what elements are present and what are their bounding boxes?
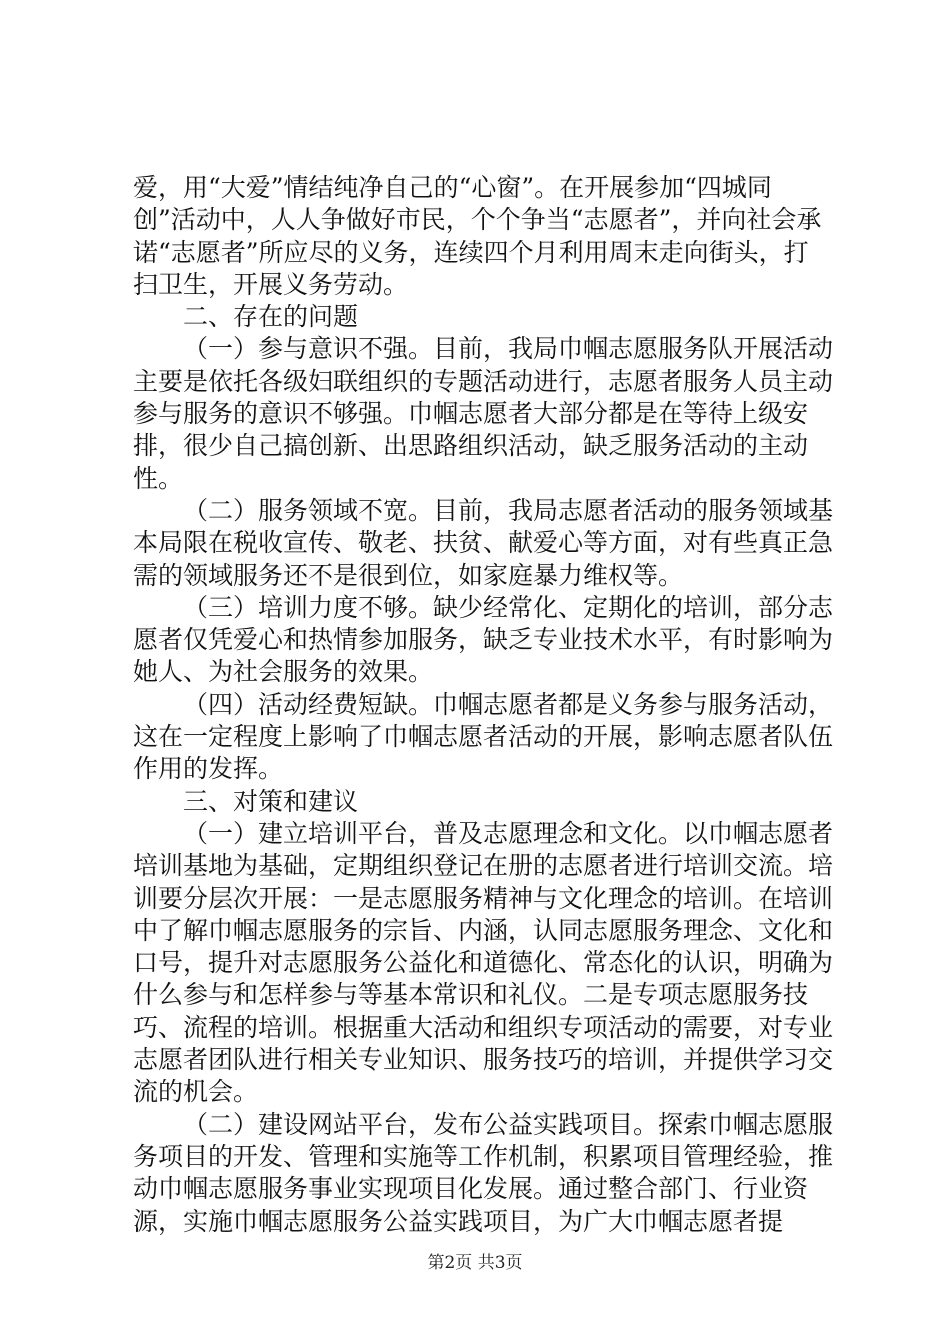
document-body [133, 172, 833, 1238]
page-footer [0, 1248, 950, 1273]
page-number: 第2页 共3页 [427, 1253, 523, 1273]
paragraph-problem-2: （二）服务领域不宽。目前，我局志愿者活动的服务领域基本局限在税收宣传、敬老、扶贫、献爱心等方面，对有些真正急需的领域服务还不是很到位，如家庭暴力维权等。 [133, 495, 834, 590]
paragraph-continuation: 爱，用“大爱”情结纯净自己的“心窗”。在开展参加“四城同创”活动中，人人争做好市民，个个争当“志愿者”，并向社会承诺“志愿者”所应尽的义务，连续四个月利用周末走向街头，打扫卫生，开展义务劳动。 [133, 173, 822, 299]
section-heading-suggestions: 三、对策和建议 [183, 786, 359, 816]
paragraph-problem-1: （一）参与意识不强。目前，我局巾帼志愿服务队开展活动主要是依托各级妇联组织的专题活动进行，志愿者服务人员主动参与服务的意识不够强。巾帼志愿者大部分都是在等待上级安排，很少自己搞创新、出思路组织活动，缺乏服务活动的主动性。 [133, 334, 834, 493]
paragraph-problem-3: （三）培训力度不够。缺少经常化、定期化的培训，部分志愿者仅凭爱心和热情参加服务，缺乏专业技术水平，有时影响为她人、为社会服务的效果。 [133, 592, 834, 687]
paragraph-problem-4: （四）活动经费短缺。巾帼志愿者都是义务参与服务活动，这在一定程度上影响了巾帼志愿者活动的开展，影响志愿者队伍作用的发挥。 [133, 689, 834, 784]
paragraph-suggestion-1: （一）建立培训平台，普及志愿理念和文化。以巾帼志愿者培训基地为基础，定期组织登记在册的志愿者进行培训交流。培训要分层次开展：一是志愿服务精神与文化理念的培训。在培训中了解巾帼志愿服务的宗旨、内涵，认同志愿服务理念、文化和口号，提升对志愿服务公益化和道德化、常态化的认识，明确为什么参与和怎样参与等基本常识和礼仪。二是专项志愿服务技巧、流程的培训。根据重大活动和组织专项活动的需要，对专业志愿者团队进行相关专业知识、服务技巧的培训，并提供学习交流的机会。 [133, 818, 834, 1107]
paragraph-suggestion-2: （二）建设网站平台，发布公益实践项目。探索巾帼志愿服务项目的开发、管理和实施等工作机制，积累项目管理经验，推动巾帼志愿服务事业实现项目化发展。通过整合部门、行业资源，实施巾帼志愿服务公益实践项目，为广大巾帼志愿者提 [133, 1109, 834, 1236]
section-heading-problems: 二、存在的问题 [183, 302, 359, 332]
